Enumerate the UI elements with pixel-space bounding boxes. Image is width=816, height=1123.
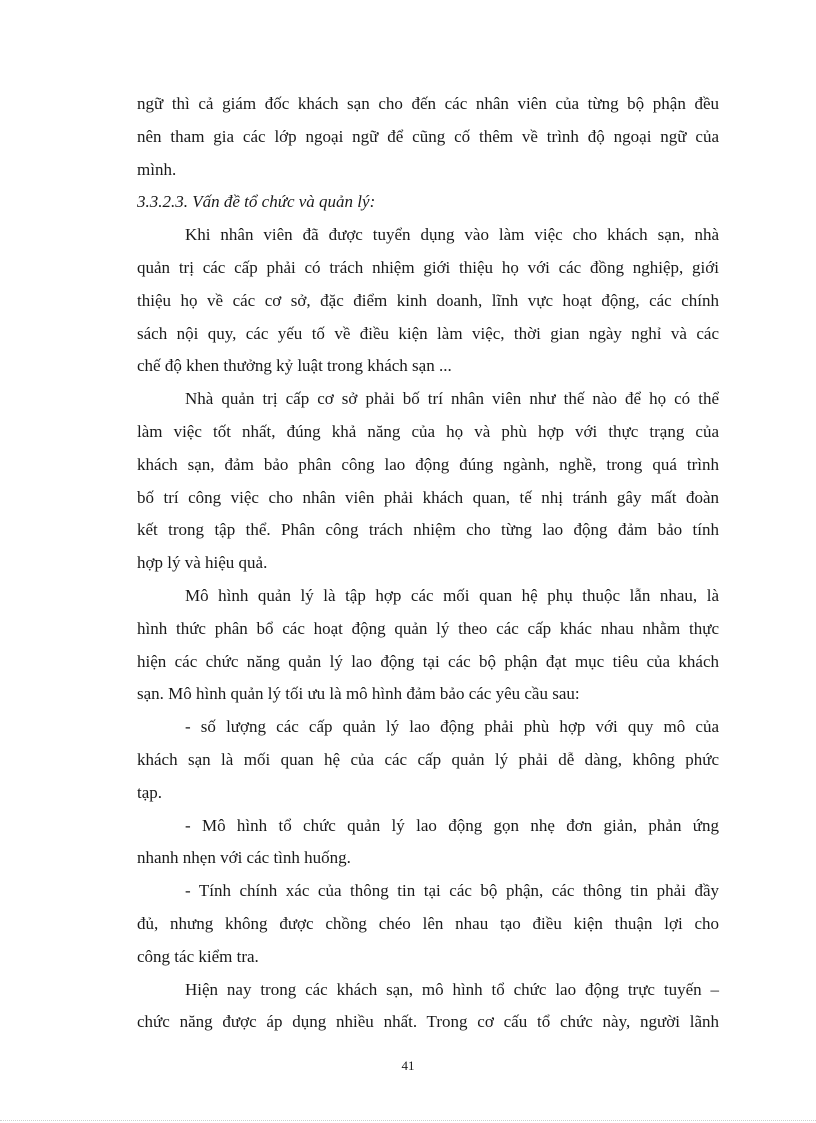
text-line: khách sạn, đảm bảo phân công lao động đúng ngành, nghề, trong quá trình (137, 454, 719, 474)
page-number: 41 (401, 1058, 415, 1073)
text-line: Khi nhân viên đã được tuyển dụng vào làm việc cho khách sạn, nhà (185, 225, 719, 245)
document-body (137, 88, 719, 1039)
text-line: Hiện nay trong các khách sạn, mô hình tổ chức lao động trực tuyến – (185, 979, 719, 999)
text-line: Nhà quản trị cấp cơ sở phải bố trí nhân viên như thế nào để họ có thể (185, 389, 719, 409)
footer-divider (0, 1120, 816, 1121)
text-line: sách nội quy, các yếu tố về điều kiện làm việc, thời gian ngày nghỉ và các (137, 323, 719, 343)
text-line: làm việc tốt nhất, đúng khả năng của họ và phù hợp với thực trạng của (137, 421, 719, 441)
text-line: khách sạn là mối quan hệ của các cấp quản lý phải dễ dàng, không phức (137, 749, 719, 769)
section-heading: 3.3.2.3. Vấn đề tổ chức và quản lý: (137, 192, 376, 212)
text-line: - Tính chính xác của thông tin tại các bộ phận, các thông tin phải đầy (185, 881, 719, 901)
text-line: bố trí công việc cho nhân viên phải khách quan, tế nhị tránh gây mất đoàn (137, 487, 719, 507)
text-line: chế độ khen thưởng kỷ luật trong khách sạn ... (137, 356, 452, 376)
text-line: tạp. (137, 782, 163, 802)
text-line: nên tham gia các lớp ngoại ngữ để cũng cố thêm về trình độ ngoại ngữ của (137, 126, 719, 146)
text-line: - số lượng các cấp quản lý lao động phải phù hợp với quy mô của (185, 717, 719, 737)
text-line: thiệu họ về các cơ sở, đặc điểm kinh doanh, lĩnh vực hoạt động, các chính (137, 290, 719, 310)
text-line: hợp lý và hiệu quả. (137, 553, 268, 573)
text-line: chức năng được áp dụng nhiều nhất. Trong cơ cấu tổ chức này, người lãnh (137, 1012, 719, 1032)
text-line: ngữ thì cả giám đốc khách sạn cho đến các nhân viên của từng bộ phận đều (137, 94, 719, 113)
text-line: nhanh nhẹn với các tình huống. (137, 848, 351, 868)
text-line: Mô hình quản lý là tập hợp các mối quan hệ phụ thuộc lẫn nhau, là (185, 585, 719, 605)
text-line: hiện các chức năng quản lý lao động tại các bộ phận đạt mục tiêu của khách (137, 651, 719, 671)
text-line: quản trị các cấp phải có trách nhiệm giới thiệu họ với các đồng nghiệp, giới (137, 257, 719, 277)
text-line: đủ, nhưng không được chồng chéo lên nhau tạo điều kiện thuận lợi cho (137, 913, 719, 933)
text-line: sạn. Mô hình quản lý tối ưu là mô hình đảm bảo các yêu cầu sau: (137, 684, 580, 704)
text-line: hình thức phân bổ các hoạt động quản lý theo các cấp khác nhau nhằm thực (137, 618, 719, 638)
text-line: - Mô hình tổ chức quản lý lao động gọn nhẹ đơn giản, phản ứng (185, 815, 719, 835)
text-line: công tác kiểm tra. (137, 946, 259, 966)
text-line: kết trong tập thể. Phân công trách nhiệm cho từng lao động đảm bảo tính (137, 520, 719, 540)
text-line: mình. (137, 159, 177, 179)
